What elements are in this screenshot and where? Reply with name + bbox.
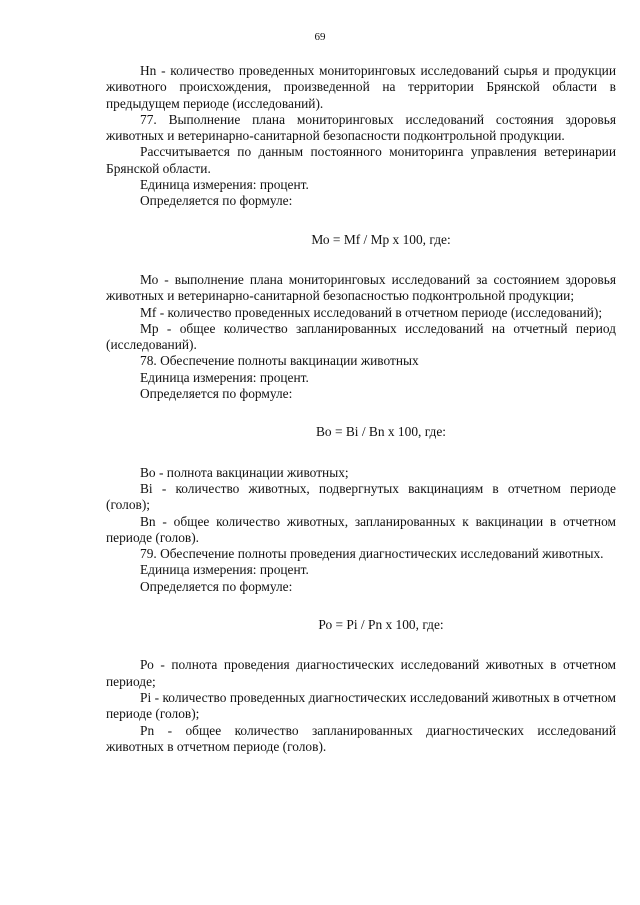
section-mo-definitions bbox=[106, 272, 616, 402]
section-bo-definitions bbox=[106, 465, 616, 595]
section-po-definitions bbox=[106, 657, 616, 755]
paragraph-unit: Единица измерения: процент. bbox=[140, 562, 309, 578]
page-number: 69 bbox=[314, 31, 326, 43]
paragraph-unit: Единица измерения: процент. bbox=[140, 369, 309, 385]
paragraph-pn-definition: Pn - общее количество запланированных диагностических исследований животных в отчетном периоде (голов). bbox=[106, 722, 616, 754]
paragraph-item-79-title: 79. Обеспечение полноты проведения диагностических исследований животных. bbox=[140, 546, 604, 562]
paragraph-hn-definition: Нn - количество проведенных мониторинговых исследований сырья и продукции животного происхождения, произведенной на территории Брянской области в предыдущем периоде (исследований). bbox=[106, 63, 616, 111]
paragraph-bo-definition: Во - полнота вакцинации животных; bbox=[140, 464, 349, 480]
document-body bbox=[106, 63, 616, 755]
paragraph-mp-definition: Мр - общее количество запланированных исследований на отчетный период (исследований). bbox=[106, 320, 616, 353]
paragraph-formula-intro: Определяется по формуле: bbox=[140, 386, 293, 402]
paragraph-formula-intro: Определяется по формуле: bbox=[140, 578, 293, 594]
paragraph-pi-definition: Pi - количество проведенных диагностических исследований животных в отчетном периоде (голов); bbox=[106, 689, 616, 722]
formula-bo: Во = Bi / Bn х 100, где: bbox=[315, 424, 447, 440]
paragraph-mo-definition: Мо - выполнение плана мониторинговых исследований за состоянием здоровья животных и ветеринарно-санитарной безопасностью подконтрольной продукции; bbox=[106, 271, 616, 304]
paragraph-bi-definition: Bi - количество животных, подвергнутых вакцинациям в отчетном периоде (голов); bbox=[106, 480, 616, 513]
paragraph-item-78-title: 78. Обеспечение полноты вакцинации животных bbox=[140, 353, 419, 369]
paragraph-unit: Единица измерения: процент. bbox=[140, 177, 309, 193]
formula-po: Ро = Pi / Pn х 100, где: bbox=[318, 617, 444, 633]
paragraph-item-77-title: 77. Выполнение плана мониторинговых исследований состояния здоровья животных и ветеринарно-санитарной безопасности подконтрольной продукции. bbox=[106, 111, 616, 144]
paragraph-po-definition: Ро - полнота проведения диагностических исследований животных в отчетном периоде; bbox=[106, 657, 616, 689]
paragraph-bn-definition: Bn - общее количество животных, запланированных к вакцинации в отчетном периоде (голов). bbox=[106, 513, 616, 545]
formula-mo: Мо = Mf / Мр х 100, где: bbox=[311, 231, 451, 247]
paragraph-mf-definition: Mf - количество проведенных исследований в отчетном периоде (исследований); bbox=[140, 304, 603, 320]
section-hn-definition bbox=[106, 63, 616, 210]
paragraph-formula-intro: Определяется по формуле: bbox=[140, 193, 293, 209]
paragraph-item-77-source: Рассчитывается по данным постоянного мониторинга управления ветеринарии Брянской области. bbox=[106, 144, 616, 176]
